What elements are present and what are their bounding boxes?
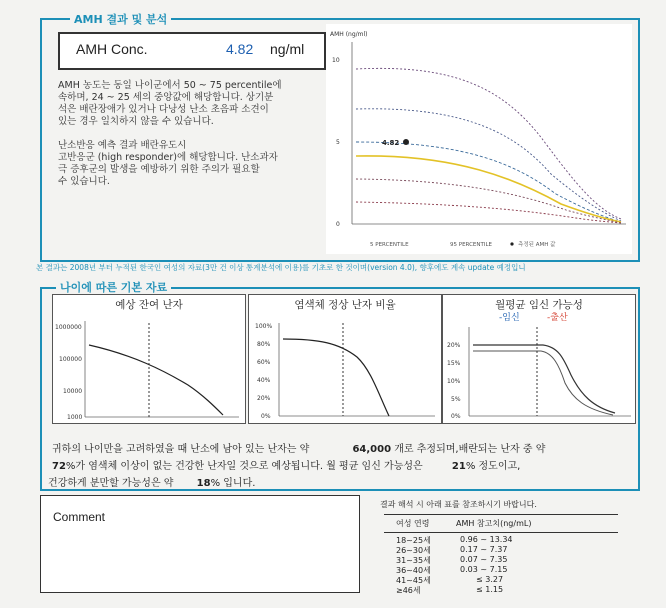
main-chart-ytick: 0 <box>336 221 340 228</box>
remaining-eggs-title: 예상 잔여 난자 <box>115 299 183 311</box>
birth-percent-value: 18 <box>196 478 211 489</box>
main-chart-ylabel: AMH (ng/ml) <box>330 31 368 38</box>
para2-line: 고반응군 (high responder)에 해당합니다. 난소과자 <box>58 152 278 163</box>
amh-percentile-chart <box>326 24 632 254</box>
reference-range: ≤ 3.27 <box>476 575 504 584</box>
reference-range: 0.17 ~ 7.37 <box>460 545 508 554</box>
percentile-75-curve <box>356 109 621 221</box>
reference-range: ≤ 1.15 <box>476 585 504 594</box>
panel2-ytick: 100% <box>255 323 273 330</box>
pregnancy-chance-chart <box>443 295 635 423</box>
legend-5-percentile: 5 PERCENTILE <box>370 242 409 248</box>
summary-text: % 입니다. <box>210 478 256 489</box>
reference-age: 36~40세 <box>396 566 431 575</box>
estimated-eggs-value: 64,000 <box>352 444 392 455</box>
reference-row <box>396 585 421 596</box>
pregnancy-curve <box>473 345 615 413</box>
reference-row <box>460 565 507 574</box>
summary-text: %가 염색체 이상이 없는 건강한 난자일 것으로 예상됩니다. 월 평균 임신 가능성은 <box>65 461 423 472</box>
legend-measured-dot <box>510 242 513 245</box>
normal-chromosome-title: 염색체 정상 난자 비율 <box>294 299 396 311</box>
reference-age: 26~30세 <box>396 546 431 555</box>
reference-row <box>460 535 513 544</box>
reference-col-age: 여성 연령 <box>396 519 430 528</box>
para1-line: AMH 농도는 동일 나이군에서 50 ~ 75 percentile에 <box>58 80 282 91</box>
percentile-25-curve <box>356 179 621 223</box>
amh-conc-unit: ng/ml <box>270 41 305 57</box>
panel3-ytick: 20% <box>447 342 461 349</box>
panel3-ytick: 5% <box>451 396 461 403</box>
reference-age: ≥46세 <box>396 586 421 595</box>
legend-birth: -출산 <box>547 313 568 323</box>
reference-row <box>460 555 507 564</box>
reference-row <box>460 545 507 554</box>
reference-row <box>476 585 503 594</box>
comment-label: Comment <box>53 510 106 524</box>
pregnancy-percent-value: 21 <box>451 461 466 472</box>
panel3-ytick: 10% <box>447 378 461 385</box>
amh-conc-value: 4.82 <box>226 41 254 57</box>
panel2-ytick: 80% <box>257 341 271 348</box>
panel1-ytick: 100000 <box>59 356 82 363</box>
panel1-ytick: 1000 <box>67 414 83 421</box>
measured-amh-point-label: 4.82 <box>382 139 400 147</box>
para1-line: 있는 경우 일치하지 않을 수 있습니다. <box>58 116 214 127</box>
panel2-ytick: 40% <box>257 377 271 384</box>
remaining-eggs-panel <box>52 294 246 424</box>
reference-row <box>476 575 503 584</box>
para2-line: 극 증후군의 발생을 예방하기 위한 주의가 필요할 <box>58 164 260 175</box>
panel1-ytick: 10000 <box>63 388 83 395</box>
reference-age: 18~25세 <box>396 536 431 545</box>
legend-measured-amh: 측정된 AMH 값 <box>518 242 556 248</box>
para2-line: 난소반응 예측 결과 배란유도시 <box>58 140 187 151</box>
response-paragraph <box>58 140 320 188</box>
remaining-eggs-curve <box>89 345 223 415</box>
legend-pregnancy: -임신 <box>499 313 520 323</box>
reference-table-header-rule <box>384 532 618 533</box>
normal-chromosome-chart <box>249 295 441 423</box>
reference-range: 0.03 ~ 7.15 <box>460 565 508 574</box>
summary-text: 건강하게 분만할 가능성은 약 <box>48 478 174 489</box>
amh-concentration-box <box>58 32 326 70</box>
amh-conc-label: AMH Conc. <box>76 41 148 57</box>
summary-line-2 <box>52 457 520 472</box>
normal-chromosome-curve <box>283 339 389 416</box>
summary-text: % 정도이고, <box>465 461 521 472</box>
analysis-section-title: AMH 결과 및 분석 <box>70 11 171 27</box>
pregnancy-chance-panel <box>442 294 636 424</box>
summary-line-3 <box>48 474 255 489</box>
panel1-ytick: 1000000 <box>55 324 82 331</box>
panel3-ytick: 15% <box>447 360 461 367</box>
panel2-ytick: 60% <box>257 359 271 366</box>
main-chart-ytick: 10 <box>332 57 340 64</box>
reference-age: 31~35세 <box>396 556 431 565</box>
percentile-paragraph <box>58 80 320 128</box>
summary-text: 귀하의 나이만을 고려하였을 때 난소에 남아 있는 난자는 약 <box>52 444 310 455</box>
summary-line-1 <box>52 440 545 455</box>
measured-amh-point <box>403 139 409 145</box>
panel2-ytick: 20% <box>257 395 271 402</box>
summary-text: 개로 추정되며,배란되는 난자 중 약 <box>394 444 546 455</box>
age-data-section-title: 나이에 따른 기본 자료 <box>56 279 171 295</box>
percentile-50-curve <box>356 142 621 222</box>
median-curve <box>356 156 621 222</box>
main-chart-ytick: 5 <box>336 139 340 146</box>
reference-range: 0.07 ~ 7.35 <box>460 555 508 564</box>
panel2-ytick: 0% <box>261 413 271 420</box>
reference-range: 0.96 ~ 13.34 <box>460 535 513 544</box>
para2-line: 수 있습니다. <box>58 176 110 187</box>
para1-line: 속하며, 24 ~ 25 세의 중앙값에 해당합니다. 상기분 <box>58 92 274 103</box>
data-source-note: 본 결과는 2008년 부터 누적된 한국인 여성의 자료(3만 건 이상 통계분석에 이용)를 기초로 한 것이며(version 4.0), 향후에도 계속 update 예정입니 <box>36 263 526 272</box>
panel3-ytick: 0% <box>451 413 461 420</box>
para1-line: 석은 배란장애가 있거나 다낭성 난소 초음파 소견이 <box>58 104 269 115</box>
legend-95-percentile: 95 PERCENTILE <box>450 242 493 248</box>
pregnancy-chance-title: 월평균 임신 가능성 <box>495 299 583 311</box>
normal-egg-percent-value: 72 <box>52 461 66 472</box>
normal-chromosome-panel <box>248 294 442 424</box>
comment-box <box>40 495 360 593</box>
reference-table-top-rule <box>384 514 618 515</box>
reference-col-amh: AMH 참고치(ng/mL) <box>456 519 532 528</box>
remaining-eggs-chart <box>53 295 245 423</box>
percentile-5-curve <box>356 202 621 223</box>
birth-curve <box>473 351 613 415</box>
reference-age: 41~45세 <box>396 576 431 585</box>
reference-table-title: 결과 해석 시 아래 표를 참조하시기 바랍니다. <box>380 500 537 509</box>
